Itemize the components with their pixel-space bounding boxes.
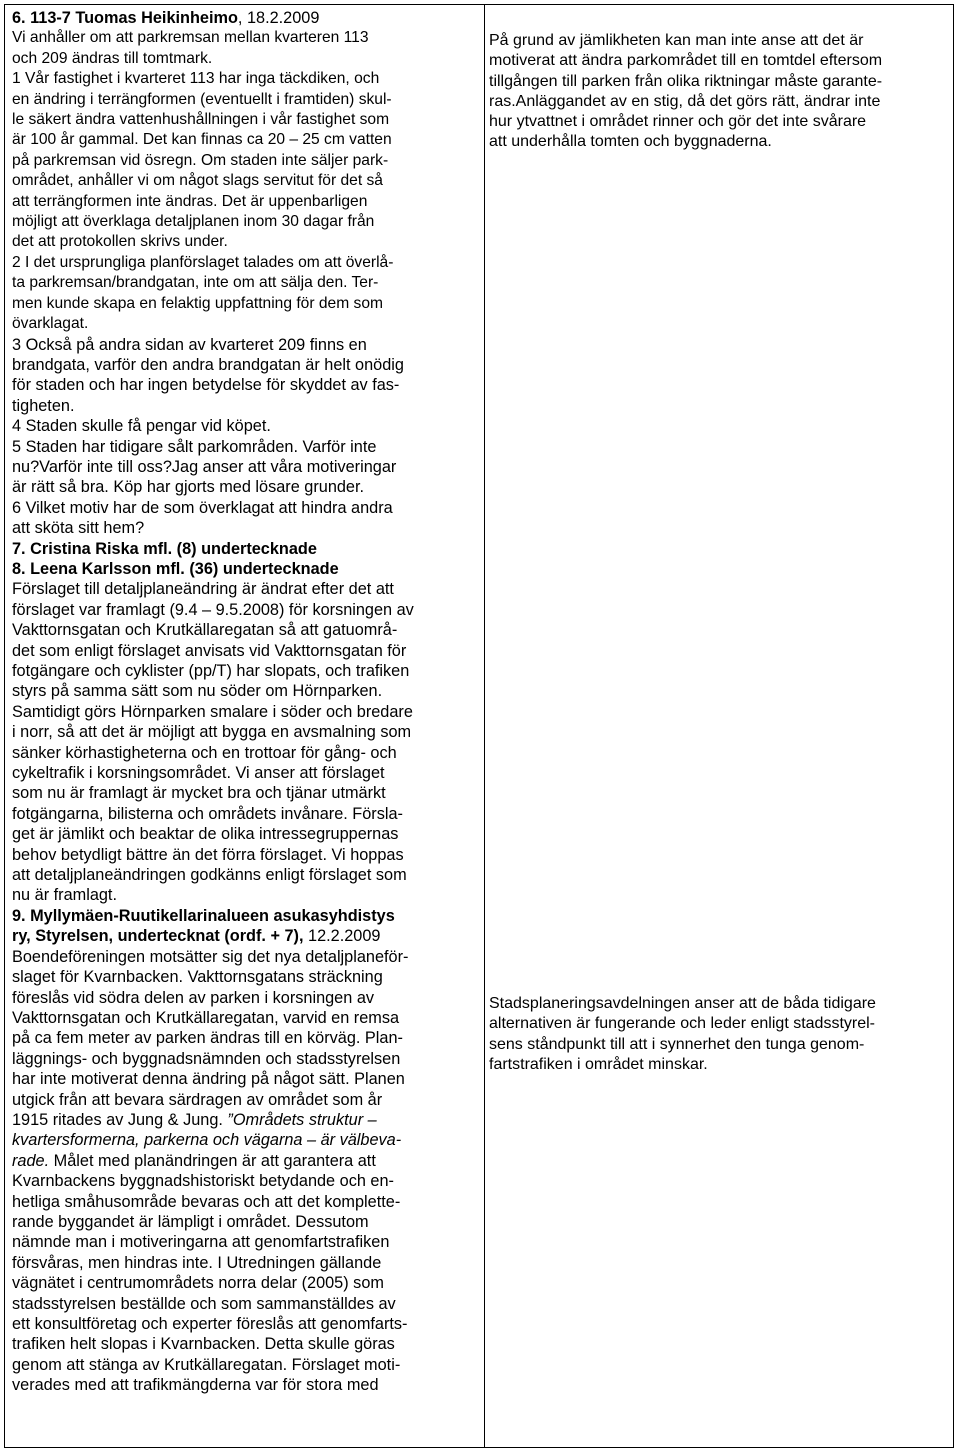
text-line: utgick från att bevara särdragen av området som år	[12, 1090, 383, 1109]
entry-9-heading: 9. Myllymäen-Ruutikellarinalueen asukasyhdistys	[12, 906, 395, 925]
reply-entry-6	[489, 31, 949, 153]
text-line: trafiken helt slopas i Kvarnbacken. Detta skulle göras	[12, 1335, 395, 1354]
text-line	[12, 1151, 477, 1171]
document-table	[4, 4, 954, 1448]
text-line: 3 Också på andra sidan av kvarteret 209 finns en	[12, 335, 367, 354]
text-line: och 209 ändras till tomtmark.	[12, 49, 213, 67]
text-line: brandgata, varför den andra brandgatan är helt onödig	[12, 355, 404, 374]
text-line: nämnde man i motiveringarna att genomfartstrafiken	[12, 1233, 390, 1252]
text-line: för staden och har ingen betydelse för skyddet av fas-	[12, 376, 400, 395]
text-line: 6 Vilket motiv har de som överklagat att hindra andra	[12, 498, 393, 517]
text-line: Vi anhåller om att parkremsan mellan kvarteren 113	[12, 29, 369, 47]
text-line: att sköta sitt hem?	[12, 519, 145, 538]
text-line: ett konsultföretag och experter föreslås att genomfarts-	[12, 1315, 408, 1333]
text-line: fotgängarna, bilisterna och områdets invånare. Försla-	[12, 804, 403, 823]
text-line: genom att stänga av Krutkällaregatan. Förslaget moti-	[12, 1355, 401, 1374]
text-line: 2 I det ursprungliga planförslaget talades om att överlå-	[12, 253, 394, 271]
text-line: förslaget var framlagt (9.4 – 9.5.2008) för korsningen av	[12, 600, 414, 619]
text-line: föreslås vid södra delen av parken i korsningen av	[12, 988, 375, 1007]
text-line: get är jämlikt och beaktar de olika intressegruppernas	[12, 825, 399, 844]
text-line: nu är framlagt.	[12, 886, 117, 905]
entry-9-signers: ry, Styrelsen, undertecknat (ordf. + 7),	[12, 927, 304, 946]
text-line: sens ståndpunkt till att i synnerhet den tunga genom-	[489, 1035, 865, 1053]
text-line: på parkremsan vid ösregn. Om staden inte säljer park-	[12, 151, 389, 169]
text-line: Vakttornsgatan och Krutkällaregatan så att gatuområ-	[12, 621, 398, 640]
text-line: Förslaget till detaljplaneändring är ändrat efter det att	[12, 580, 394, 599]
text-line: möjligt att överklaga detaljplanen inom 30 dagar från	[12, 213, 375, 231]
text-line: fartstrafiken i området minskar.	[489, 1055, 708, 1073]
text-line: På grund av jämlikheten kan man inte anse att det är	[489, 32, 864, 49]
quote-line: kvartersformerna, parkerna och vägarna – är välbeva-	[12, 1131, 402, 1150]
entry-6-body	[12, 28, 477, 334]
text-line: att underhålla tomten och byggnaderna.	[489, 133, 772, 151]
text-line: 1 Vår fastighet i kvarteret 113 har inga täckdiken, och	[12, 70, 380, 88]
text-line: på ca fem meter av parken ändras till en körväg. Plan-	[12, 1029, 403, 1048]
text-line: fotgängare och cyklister (pp/T) har slopats, och trafiken	[12, 662, 410, 680]
entry-9-date: 12.2.2009	[303, 927, 381, 946]
text-line: ta parkremsan/brandgatan, inte om att sälja den. Ter-	[12, 274, 379, 292]
text-line: rande byggandet är lämpligt i området. Dessutom	[12, 1212, 369, 1231]
text-line: är 100 år gammal. Det kan finnas ca 20 – 25 cm vatten	[12, 131, 392, 149]
left-column	[12, 8, 477, 1444]
text-line: en ändring i terrängformen (eventuellt i framtiden) skul-	[12, 90, 392, 108]
text-line: Vakttornsgatan och Krutkällaregatan, varvid en remsa	[12, 1008, 400, 1027]
text-line: ras.Anläggandet av en stig, då det görs rätt, ändrar inte	[489, 92, 881, 110]
text-line: hur ytvattnet i området rinner och gör det inte svårare	[489, 113, 867, 131]
entry-7-heading: 7. Cristina Riska mfl. (8) undertecknade	[12, 539, 317, 558]
text-line: nu?Varför inte till oss?Jag anser att våra motiveringar	[12, 457, 397, 476]
text-line: 5 Staden har tidigare sålt parkområden. Varför inte	[12, 437, 377, 456]
text-line: motiverat att ändra parkområdet till en tomtdel eftersom	[489, 52, 883, 70]
text-line: hetliga småhusområde bevaras och att det komplette-	[12, 1192, 401, 1211]
text-line: har inte motiverat denna ändring på något sätt. Planen	[12, 1070, 405, 1089]
column-divider	[484, 5, 485, 1447]
entry-8-heading: 8. Leena Karlsson mfl. (36) undertecknade	[12, 559, 339, 578]
text-line: är rätt så bra. Köp har gjorts med lösare grunder.	[12, 478, 365, 497]
text-line: tigheten.	[12, 396, 75, 415]
text-line: vägnätet i centrumområdets norra delar (2005) som	[12, 1274, 384, 1293]
text-line: övarklagat.	[12, 315, 89, 333]
text-line	[12, 1110, 477, 1130]
entry-6-heading	[12, 8, 477, 28]
reply-entry-9	[489, 994, 949, 1075]
text-line: i norr, så att det är möjligt att bygga en avsmalning som	[12, 723, 412, 742]
text-line: men kunde skapa en felaktig uppfattning för dem som	[12, 294, 384, 312]
text-line: behov betydligt bättre än det förra förslaget. Vi hoppas	[12, 845, 404, 864]
quote-span: rade.	[12, 1151, 50, 1170]
text-line: tillgången till parken från olika riktningar måste garante-	[489, 72, 883, 90]
entry-6-date: , 18.2.2009	[237, 9, 320, 27]
text-line: styrs på samma sätt som nu söder om Hörnparken.	[12, 682, 383, 701]
text-line: verades med att trafikmängderna var för stora med	[12, 1376, 379, 1395]
text-span: 1915 ritades av Jung & Jung.	[12, 1110, 228, 1129]
entry-6-name: Tuomas Heikinheimo	[75, 9, 238, 27]
text-line: Samtidigt görs Hörnparken smalare i söder och bredare	[12, 702, 413, 721]
text-line: sänker körhastigheterna och en trottoar för gång- och	[12, 743, 397, 762]
text-line: att detaljplaneändringen godkänns enligt förslaget som	[12, 866, 407, 885]
quote-span: ”Områdets struktur –	[227, 1110, 377, 1129]
text-line: stadsstyrelsen beställde och som sammanställdes av	[12, 1294, 396, 1313]
text-line: som nu är framlagt är mycket bra och tjänar utmärkt	[12, 784, 386, 803]
text-span: Målet med planändringen är att garantera att	[49, 1151, 376, 1170]
text-line: Kvarnbackens byggnadshistoriskt betydande och en-	[12, 1172, 394, 1191]
text-line: cykeltrafik i korsningsområdet. Vi anser att förslaget	[12, 764, 385, 783]
text-line: att terrängformen inte ändras. Det är uppenbarligen	[12, 192, 368, 210]
text-line: försvåras, men hindras inte. I Utredningen gällande	[12, 1253, 382, 1272]
text-line: Boendeföreningen motsätter sig det nya detaljplaneför-	[12, 947, 409, 966]
text-line: 4 Staden skulle få pengar vid köpet.	[12, 417, 271, 436]
text-line: Stadsplaneringsavdelningen anser att de båda tidigare	[489, 995, 876, 1012]
text-line: slaget för Kvarnbacken. Vakttornsgatans sträckning	[12, 968, 383, 987]
text-line: alternativen är fungerande och leder enligt stadsstyrel-	[489, 1015, 875, 1033]
text-line: läggnings- och byggnadsnämnden och stadsstyrelsen	[12, 1049, 401, 1068]
entry-6-number: 6. 113-7	[12, 9, 76, 27]
entry-9-heading-line2	[12, 926, 477, 946]
text-line: le säkert ändra vattenhushållningen i vår fastighet som	[12, 111, 390, 129]
text-line: det som enligt förslaget anvisats vid Vakttornsgatan för	[12, 641, 407, 660]
text-line: det att protokollen skrivs under.	[12, 233, 228, 251]
text-line: området, anhåller vi om något slags servitut för det så	[12, 172, 383, 190]
